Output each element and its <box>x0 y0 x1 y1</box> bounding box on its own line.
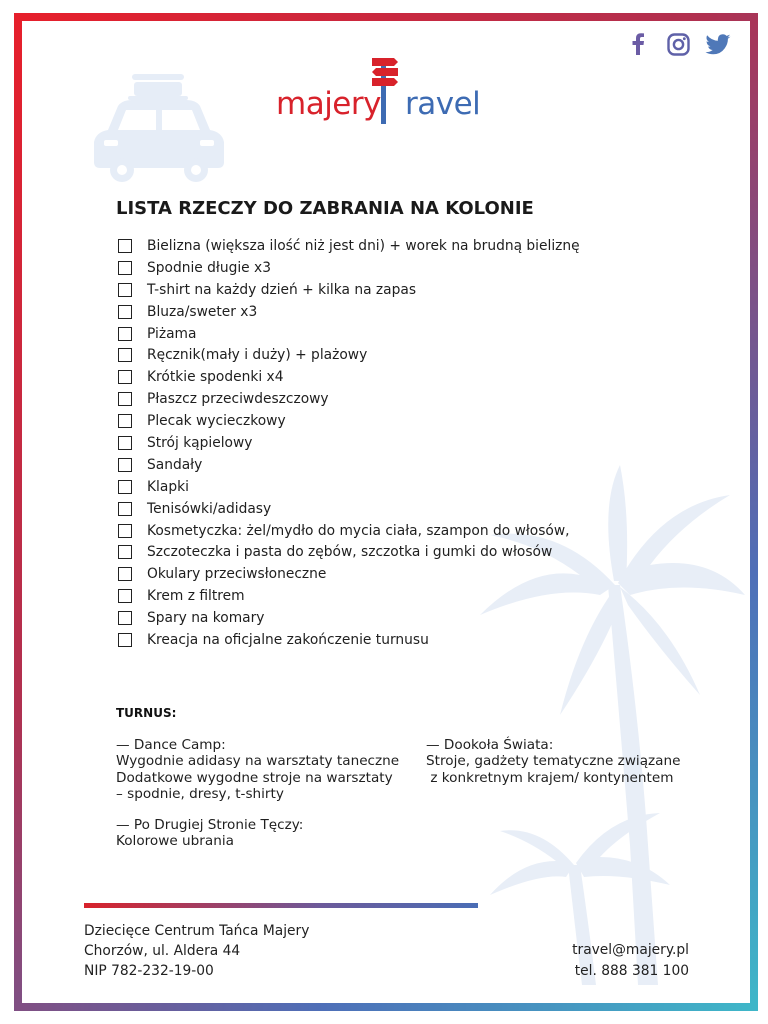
instagram-icon[interactable] <box>664 30 692 58</box>
checklist-item[interactable] <box>118 323 580 345</box>
checkbox[interactable] <box>118 414 132 428</box>
rainbow-line: Kolorowe ubrania <box>116 833 234 850</box>
rainbow-block <box>116 817 303 850</box>
checkbox[interactable] <box>118 370 132 384</box>
world-title: — Dookoła Świata: <box>426 737 554 753</box>
checklist-item[interactable] <box>118 344 580 366</box>
checklist-item-label: Ręcznik(mały i duży) + plażowy <box>147 347 368 364</box>
checklist-item[interactable] <box>118 388 580 410</box>
footer-divider <box>84 903 478 908</box>
logo-text-travel: ravel <box>404 86 481 122</box>
turnus-heading: TURNUS: <box>116 706 177 720</box>
dance-camp-line: Wygodnie adidasy na warsztaty taneczne <box>116 753 400 770</box>
checklist-item[interactable] <box>118 629 580 651</box>
checklist-item-label: Płaszcz przeciwdeszczowy <box>147 391 329 408</box>
checklist-item-label: Kosmetyczka: żel/mydło do mycia ciała, szampon do włosów, <box>147 522 570 539</box>
checkbox[interactable] <box>118 305 132 319</box>
checklist-item-label: Bielizna (większa ilość niż jest dni) + worek na brudną bieliznę <box>147 237 580 254</box>
checklist-item-label: Krem z filtrem <box>147 588 245 605</box>
footer-address <box>84 921 309 981</box>
world-line: z konkretnym krajem/ kontynentem <box>426 769 674 786</box>
checkbox[interactable] <box>118 480 132 494</box>
checkbox[interactable] <box>118 611 132 625</box>
checklist-item-label: Sandały <box>147 456 203 473</box>
checklist-item-label: Bluza/sweter x3 <box>147 303 258 320</box>
checkbox[interactable] <box>118 567 132 581</box>
checklist-item[interactable] <box>118 301 580 323</box>
checklist-item[interactable] <box>118 563 580 585</box>
checkbox[interactable] <box>118 261 132 275</box>
checklist-item-label: Szczoteczka i pasta do zębów, szczotka i gumki do włosów <box>147 544 553 561</box>
checklist-item[interactable] <box>118 432 580 454</box>
checkbox[interactable] <box>118 239 132 253</box>
checklist-item[interactable] <box>118 257 580 279</box>
footer-contact <box>572 940 689 982</box>
checklist-item-label: T-shirt na każdy dzień + kilka na zapas <box>147 281 417 298</box>
checkbox[interactable] <box>118 327 132 341</box>
checklist-item-label: Piżama <box>147 325 197 342</box>
checkbox[interactable] <box>118 458 132 472</box>
checklist-item[interactable] <box>118 585 580 607</box>
checklist-item[interactable] <box>118 366 580 388</box>
dance-camp-line: – spodnie, dresy, t-shirty <box>116 786 284 803</box>
checklist-item-label: Spodnie długie x3 <box>147 259 271 276</box>
checkbox[interactable] <box>118 348 132 362</box>
checklist-item-label: Plecak wycieczkowy <box>147 413 286 430</box>
email-link[interactable]: travel@majery.pl <box>572 942 689 958</box>
world-line: Stroje, gadżety tematyczne związane <box>426 753 681 770</box>
org-name: Dziecięce Centrum Tańca Majery <box>84 923 310 939</box>
logo-text-majery: majery <box>276 86 381 122</box>
page-title: LISTA RZECZY DO ZABRANIA NA KOLONIE <box>116 198 534 219</box>
checklist-item[interactable] <box>118 279 580 301</box>
checklist-item[interactable] <box>118 235 580 257</box>
dance-camp-line: Dodatkowe wygodne stroje na warsztaty <box>116 769 393 786</box>
checklist-item-label: Okulary przeciwsłoneczne <box>147 566 327 583</box>
checklist-item-label: Spary na komary <box>147 610 265 627</box>
checkbox[interactable] <box>118 589 132 603</box>
checklist-item[interactable] <box>118 410 580 432</box>
checkbox[interactable] <box>118 392 132 406</box>
checkbox[interactable] <box>118 436 132 450</box>
checklist-item-label: Tenisówki/adidasy <box>147 500 272 517</box>
facebook-icon[interactable] <box>624 30 652 58</box>
checklist-item-label: Kreacja na oficjalne zakończenie turnusu <box>147 631 429 648</box>
checklist-item[interactable] <box>118 607 580 629</box>
checklist-item[interactable] <box>118 520 580 542</box>
nip: NIP 782-232-19-00 <box>84 963 214 979</box>
checklist-item[interactable] <box>118 476 580 498</box>
phone-number[interactable]: tel. 888 381 100 <box>574 963 689 979</box>
checkbox[interactable] <box>118 283 132 297</box>
checkbox[interactable] <box>118 545 132 559</box>
checkbox[interactable] <box>118 502 132 516</box>
world-block <box>426 737 681 786</box>
dance-camp-block <box>116 737 399 803</box>
checklist-item[interactable] <box>118 541 580 563</box>
checkbox[interactable] <box>118 633 132 647</box>
car-watermark <box>88 72 230 184</box>
social-links <box>624 30 732 58</box>
twitter-icon[interactable] <box>704 30 732 58</box>
rainbow-title: — Po Drugiej Stronie Tęczy: <box>116 817 304 833</box>
dance-camp-title: — Dance Camp: <box>116 737 226 753</box>
address: Chorzów, ul. Aldera 44 <box>84 943 241 959</box>
checklist-item-label: Krótkie spodenki x4 <box>147 369 284 386</box>
checklist-item-label: Klapki <box>147 478 189 495</box>
checklist-item[interactable] <box>118 498 580 520</box>
checkbox[interactable] <box>118 524 132 538</box>
checklist-item[interactable] <box>118 454 580 476</box>
packing-checklist <box>118 235 580 651</box>
majery-travel-logo <box>276 54 481 134</box>
checklist-item-label: Strój kąpielowy <box>147 434 253 451</box>
